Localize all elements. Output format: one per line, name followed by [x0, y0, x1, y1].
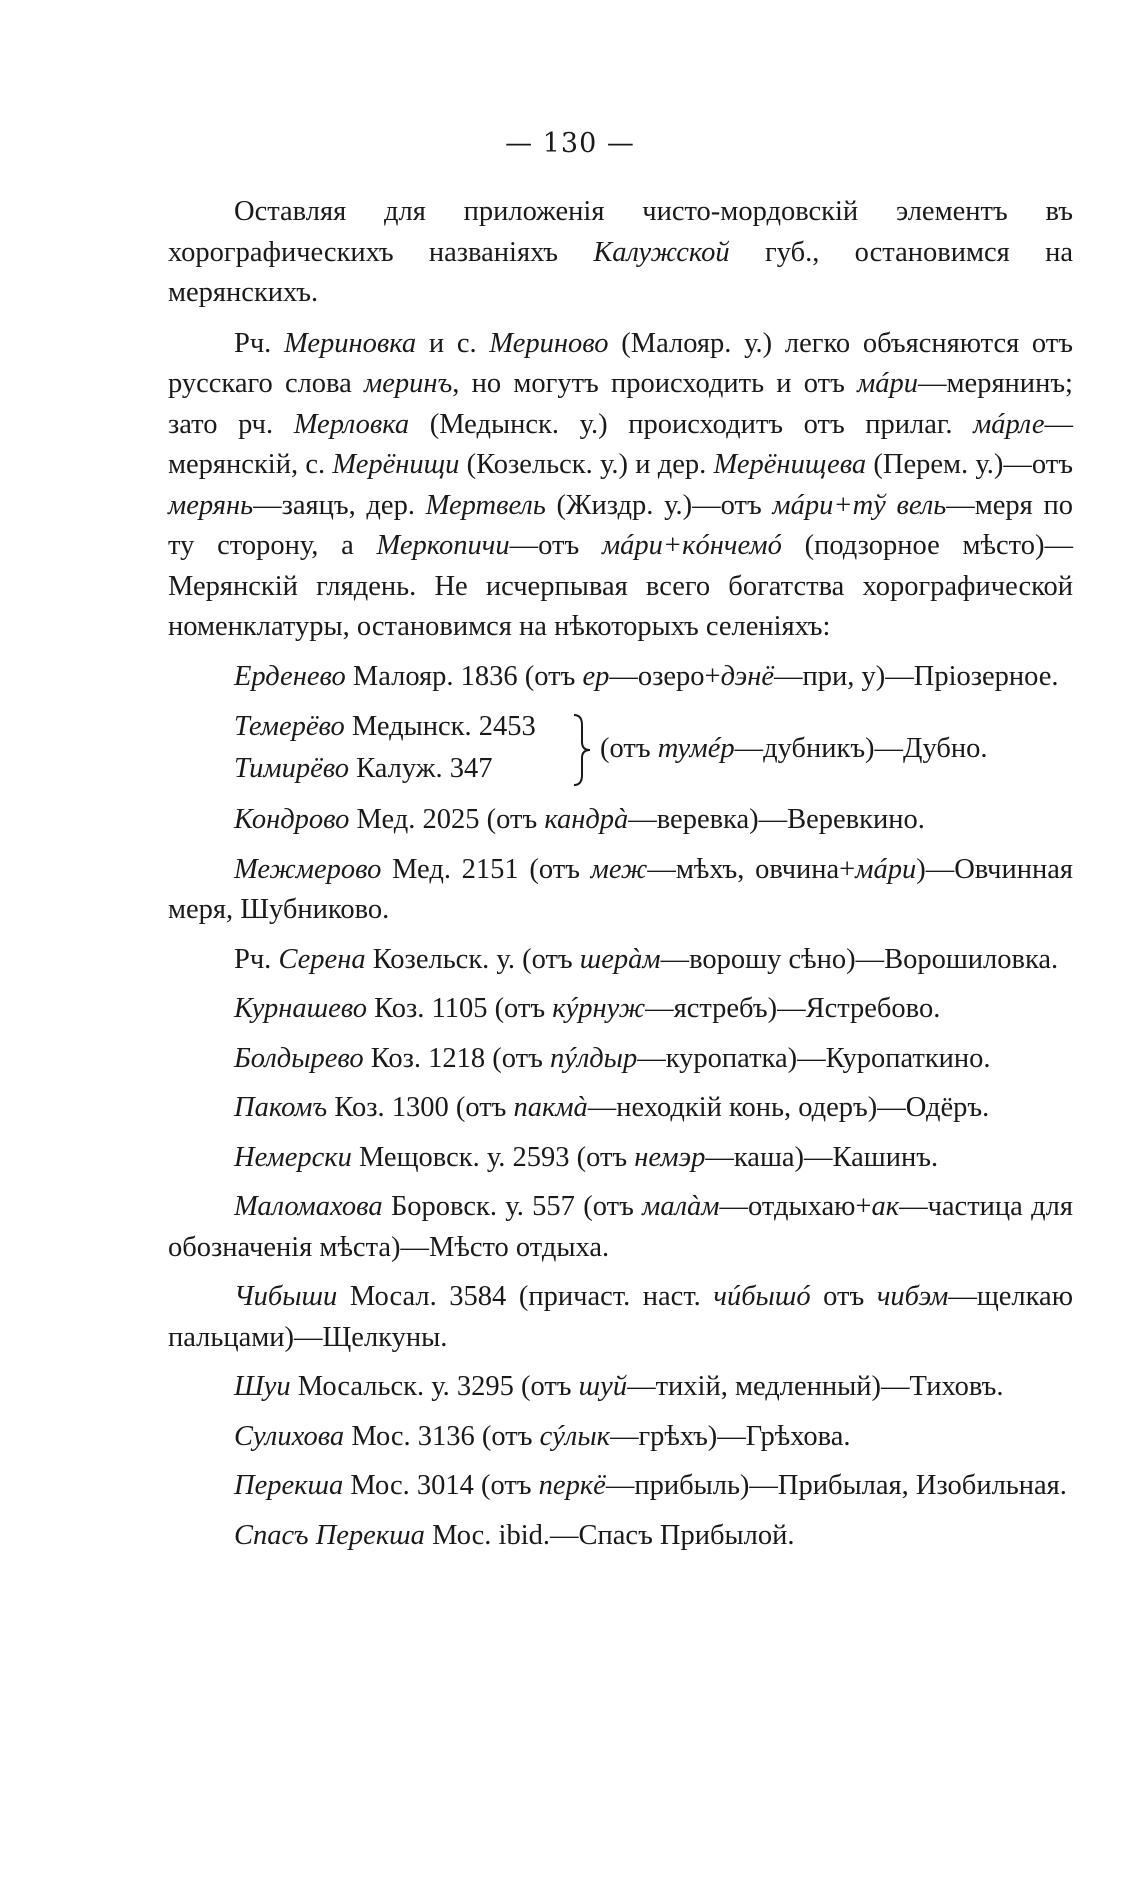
italic-term: мáрле [973, 408, 1045, 440]
entry-paragraph [168, 989, 1073, 1030]
text-run: —неходкій конь, одеръ)—Одёръ. [587, 1092, 990, 1123]
italic-term: ер [582, 660, 610, 692]
entries-before [168, 657, 1073, 698]
text-run: (Медынск. у.) происходитъ отъ прилаг. [409, 408, 974, 440]
text-run: отъ [810, 1281, 877, 1312]
text-run: Мосальск. у. 3295 (отъ [290, 1371, 579, 1402]
text-run: —мѣхъ, овчина+ [647, 853, 856, 885]
text-run: —тихій, медленный)—Тиховъ. [627, 1371, 1004, 1402]
text-run: Рч. [234, 943, 279, 975]
entry-paragraph [168, 657, 1073, 698]
text-run: Коз. 1300 (отъ [327, 1092, 514, 1123]
brace-line-2 [234, 749, 492, 790]
text-run: —частица для обозначенія мѣста)—Мѣсто отдыха. [168, 1191, 1073, 1263]
italic-term: Мерёнищева [713, 449, 867, 480]
intro-paragraph-2 [168, 324, 1073, 648]
text-run: Оставляя для приложенія чисто-мордовскій элементъ въ хорографическихъ названіяхъ [168, 196, 1073, 268]
italic-term: ак [871, 1191, 900, 1222]
brace-result [600, 729, 988, 770]
text-run: Боровск. у. 557 (отъ [382, 1191, 643, 1222]
italic-term: мерянь [168, 489, 254, 521]
text-run: —веревка)—Веревкино. [628, 804, 925, 835]
entry-paragraph [168, 1187, 1073, 1268]
italic-term: кандрà [544, 804, 629, 835]
italic-term: Спасъ Перекша [234, 1519, 425, 1551]
italic-term: Кондрово [234, 804, 350, 835]
italic-term: Чибыши [234, 1281, 338, 1312]
text-run: —ворошу сѣно)—Ворошиловка. [660, 943, 1059, 975]
entry-paragraph [168, 1417, 1073, 1458]
entries-after [168, 800, 1073, 1556]
text-body [168, 192, 1073, 1556]
italic-term: Мериновка [284, 327, 417, 359]
text-run: (Козельск. у.) и дер. [459, 449, 714, 480]
italic-term: шуй [578, 1371, 628, 1402]
text-run: —мерянинъ; зато рч. [168, 368, 1073, 440]
italic-term: Болдырево [234, 1042, 364, 1074]
text-run: —дубникъ)—Дубно. [734, 733, 988, 764]
text-run: (Малояр. у.) легко объясняются отъ русскаго слова [168, 327, 1074, 399]
text-run: Калуж. 347 [349, 753, 493, 784]
text-run: (подзорное мѣсто)—Мерянскій глядень. Не исчерпывая всего богатства хорографической номенклатуры, остановимся на нѣкоторыхъ селеніяхъ: [168, 530, 1073, 642]
text-run: Мос. ibid.—Спасъ Прибылой. [424, 1519, 795, 1551]
text-run: губ., остановимся на мерянскихъ. [168, 236, 1073, 308]
text-run: —грѣхъ)—Грѣхова. [609, 1420, 851, 1452]
brace-group [168, 707, 1073, 791]
brace-line-1 [234, 707, 536, 748]
text-run: Мед. 2151 (отъ [381, 853, 591, 885]
italic-term: пýлдыр [549, 1042, 638, 1074]
text-run: Коз. 1218 (отъ [363, 1042, 550, 1074]
text-run: Мос. 3014 (отъ [343, 1470, 539, 1501]
italic-term: тумéр [657, 733, 735, 764]
italic-term: перкё [538, 1470, 606, 1501]
text-run: )—Овчинная меря, Шубниково. [168, 853, 1073, 925]
text-run: (Жиздр. у.)—отъ [545, 489, 773, 521]
text-run: Козельск. у. (отъ [365, 943, 580, 975]
text-run: —мерянскій, с. [168, 408, 1073, 480]
right-brace-icon [571, 713, 593, 787]
text-run: —прибыль)—Прибылая, Изобильная. [605, 1470, 1067, 1501]
text-run: Мос. 3136 (отъ [344, 1420, 540, 1452]
italic-term: мáри+тў вель [772, 489, 947, 521]
text-run: —отъ [509, 530, 602, 561]
text-run: , но могутъ происходить и отъ [452, 368, 858, 399]
italic-term: Мерловка [293, 408, 410, 440]
italic-term: малàм [642, 1191, 720, 1222]
entry-paragraph [168, 1516, 1073, 1557]
text-run: —заяцъ, дер. [253, 489, 426, 521]
italic-term: Калужской [593, 236, 730, 268]
italic-term: Шуи [234, 1371, 291, 1402]
italic-term: Меркопичи [376, 530, 510, 561]
italic-term: Курнашево [234, 993, 368, 1024]
italic-term: немэр [634, 1141, 706, 1173]
italic-term: Мертвель [425, 489, 546, 521]
italic-term: шерàм [579, 943, 661, 975]
text-run: и с. [416, 327, 490, 359]
italic-term: мáри [857, 368, 919, 399]
text-run: Мещовск. у. 2593 (отъ [351, 1141, 635, 1173]
italic-term: дэнё [720, 660, 774, 692]
text-run: Коз. 1105 (отъ [367, 993, 553, 1024]
text-run: —куропатка)—Куропаткино. [637, 1042, 991, 1074]
italic-term: Мериново [489, 327, 609, 359]
text-run: —озеро+ [609, 660, 721, 692]
entry-paragraph [168, 1277, 1073, 1358]
text-run: (Перем. у.)—отъ [866, 449, 1073, 480]
italic-term: чибэм [876, 1281, 949, 1312]
italic-term: Перекша [234, 1470, 344, 1501]
italic-term: мáри+кóнчемó [601, 530, 782, 561]
italic-term: пакмà [513, 1092, 588, 1123]
italic-term: Сулихова [234, 1420, 345, 1452]
italic-term: меж [590, 853, 648, 885]
text-run: Рч. [234, 327, 285, 359]
italic-term: чúбышó [713, 1281, 811, 1312]
italic-term: сýлык [539, 1420, 610, 1452]
italic-term: Пакомъ [234, 1092, 328, 1123]
italic-term: меринъ [364, 368, 453, 399]
italic-term: Немерски [234, 1141, 352, 1173]
entry-paragraph [168, 1088, 1073, 1129]
text-run: Мосал. 3584 (причаст. наст. [337, 1281, 714, 1312]
text-run: (отъ [600, 733, 658, 764]
italic-term: Темерёво [234, 711, 345, 742]
text-run: —ястребъ)—Ястребово. [645, 993, 941, 1024]
entry-paragraph [168, 1367, 1073, 1408]
entry-paragraph [168, 800, 1073, 841]
italic-term: Межмерово [234, 853, 382, 885]
text-run: —меря по ту сторону, а [168, 489, 1074, 561]
entry-paragraph [168, 1039, 1073, 1080]
text-run: —щелкаю пальцами)—Щелкуны. [168, 1281, 1073, 1353]
entry-paragraph [168, 940, 1073, 981]
page-number: — 130 — [505, 128, 635, 159]
text-run: —каша)—Кашинъ. [705, 1141, 939, 1173]
text-run: Малояр. 1836 (отъ [345, 660, 583, 692]
italic-term: Маломахова [234, 1191, 383, 1222]
italic-term: мáри [855, 853, 917, 885]
italic-term: Серена [278, 943, 366, 975]
italic-term: Ерденево [234, 660, 346, 692]
entry-paragraph [168, 850, 1073, 931]
text-run: —при, у)—Пріозерное. [774, 660, 1059, 692]
italic-term: Тимирёво [234, 753, 350, 784]
entry-paragraph [168, 1138, 1073, 1179]
intro-paragraph-1 [168, 192, 1073, 314]
entry-paragraph [168, 1466, 1073, 1507]
text-run: —отдыхаю+ [719, 1191, 872, 1222]
text-run: Мед. 2025 (отъ [349, 804, 545, 835]
italic-term: кýрнуж [552, 993, 646, 1024]
text-run: Медынск. 2453 [344, 711, 536, 742]
italic-term: Мерёнищи [332, 449, 460, 480]
